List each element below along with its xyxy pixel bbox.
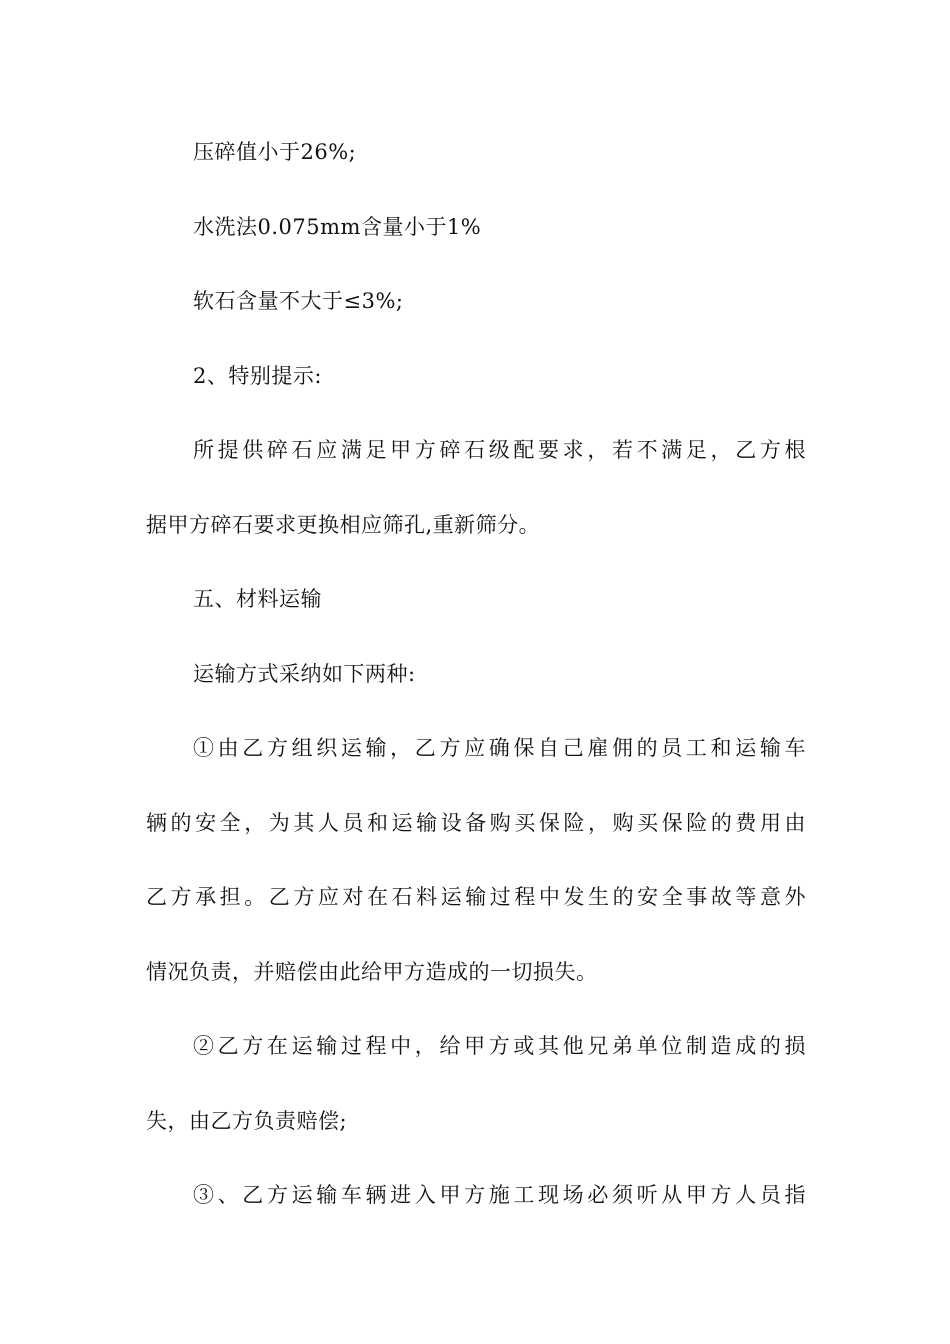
text-line: 辆的安全，为其人员和运输设备购买保险，购买保险的费用由 xyxy=(146,811,806,835)
text-line: 软石含量不大于≤3%; xyxy=(193,289,404,313)
text-line: 失，由乙方负责赔偿; xyxy=(146,1109,348,1133)
text-line: 水洗法0.075mm含量小于1% xyxy=(193,215,482,239)
text-line: 据甲方碎石要求更换相应筛孔,重新筛分。 xyxy=(146,513,541,537)
text-line: 所提供碎石应满足甲方碎石级配要求，若不满足，乙方根 xyxy=(193,438,806,462)
section-heading: 2、特别提示: xyxy=(193,364,322,388)
text-line: ③、乙方运输车辆进入甲方施工现场必须听从甲方人员指 xyxy=(193,1183,806,1207)
text-line: ②乙方在运输过程中，给甲方或其他兄弟单位制造成的损 xyxy=(193,1034,806,1058)
text-line: 运输方式采纳如下两种: xyxy=(193,662,416,686)
text-line: ①由乙方组织运输，乙方应确保自己雇佣的员工和运输车 xyxy=(193,736,806,760)
text-line: 情况负责，并赔偿由此给甲方造成的一切损失。 xyxy=(146,960,598,984)
text-line: 压碎值小于26%; xyxy=(193,140,357,164)
section-heading: 五、材料运输 xyxy=(193,587,322,611)
text-line: 乙方承担。乙方应对在石料运输过程中发生的安全事故等意外 xyxy=(146,885,806,909)
